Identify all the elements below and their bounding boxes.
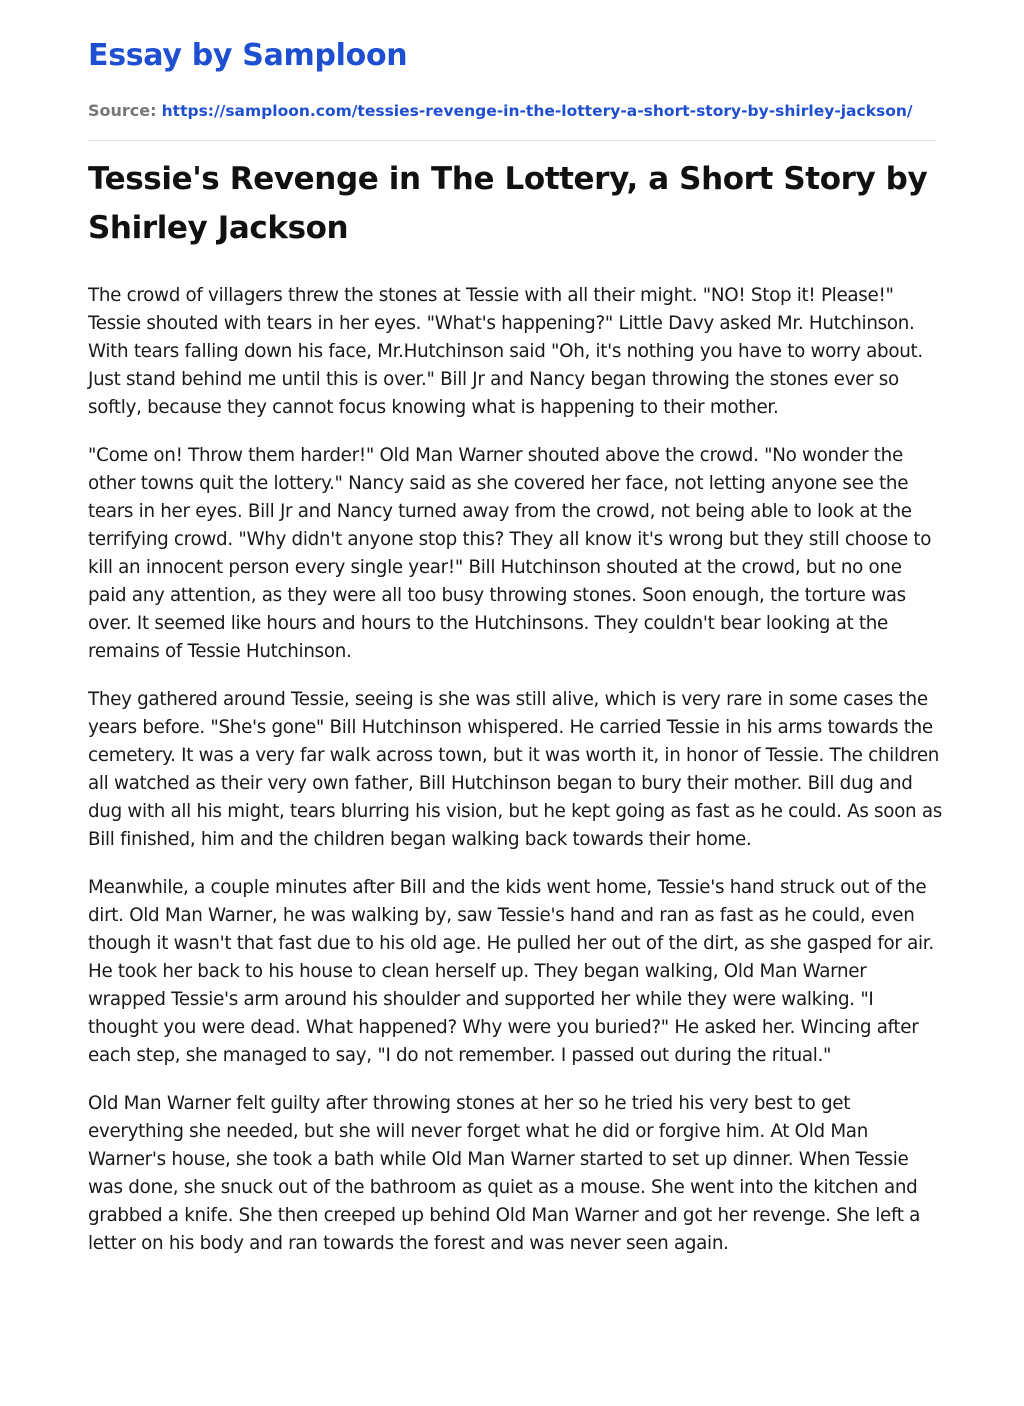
header-divider [88, 140, 936, 141]
essay-paragraph: Old Man Warner felt guilty after throwing stones at her so he tried his very best to get everything she needed, but she will never forget what he did or forgive him. At Old Man Warner's house, she took a bath while Old Man Warner started to set up dinner. When Tessie was done, she snuck out of the bathroom as quiet as a mouse. She went into the kitchen and grabbed a knife. She then creeped up behind Old Man Warner and got her revenge. She left a letter on his body and ran towards the forest and was never seen again. [88, 1093, 921, 1254]
essay-paragraph: They gathered around Tessie, seeing is she was still alive, which is very rare in some cases the years before. "She's gone" Bill Hutchinson whispered. He carried Tessie in his arms towards the cemetery. It was a very far walk across town, but it was worth it, in honor of Tessie. The children all watched as their very own father, Bill Hutchinson began to bury their mother. Bill dug and dug with all his might, tears blurring his vision, but he kept going as fast as he could. As soon as Bill finished, him and the children began walking back towards their home. [88, 689, 942, 850]
essay-paragraph: "Come on! Throw them harder!" Old Man Warner shouted above the crowd. "No wonder the other towns quit the lottery." Nancy said as she covered her face, not letting anyone see the tears in her eyes. Bill Jr and Nancy turned away from the crowd, not being able to look at the terrifying crowd. "Why didn't anyone stop this? They all know it's wrong but they still choose to kill an innocent person every single year!" Bill Hutchinson shouted at the crowd, but no one paid any attention, as they were all too busy throwing stones. Soon enough, the torture was over. It seemed like hours and hours to the Hutchinsons. They couldn't bear looking at the remains of Tessie Hutchinson. [88, 445, 932, 662]
source-label: Source: [88, 101, 157, 120]
site-brand-title: Essay by Samploon [88, 38, 408, 73]
essay-paragraph: The crowd of villagers threw the stones at Tessie with all their might. "NO! Stop it! Please!" Tessie shouted with tears in her eyes. "What's happening?" Little Davy asked Mr. Hutchinson. With tears falling down his face, Mr.Hutchinson said "Oh, it's nothing you have to worry about. Just stand behind me until this is over." Bill Jr and Nancy began throwing the stones ever so softly, because they cannot focus knowing what is happening to their mother. [88, 285, 923, 418]
essay-paragraph: Meanwhile, a couple minutes after Bill and the kids went home, Tessie's hand struck out of the dirt. Old Man Warner, he was walking by, saw Tessie's hand and ran as fast as he could, even though it wasn't that fast due to his old age. He pulled her out of the dirt, as she gasped for air. He took her back to his house to clean herself up. They began walking, Old Man Warner wrapped Tessie's arm around his shoulder and supported her while they were walking. "I thought you were dead. What happened? Why were you buried?" He asked her. Wincing after each step, she managed to say, "I do not remember. I passed out during the ritual." [88, 877, 934, 1066]
source-line [88, 100, 936, 122]
source-link[interactable]: https://samploon.com/tessies-revenge-in-the-lottery-a-short-story-by-shirley-jackson/ [161, 102, 913, 120]
essay-title: Tessie's Revenge in The Lottery, a Short Story by Shirley Jackson [88, 161, 928, 246]
essay-body [88, 282, 942, 1258]
